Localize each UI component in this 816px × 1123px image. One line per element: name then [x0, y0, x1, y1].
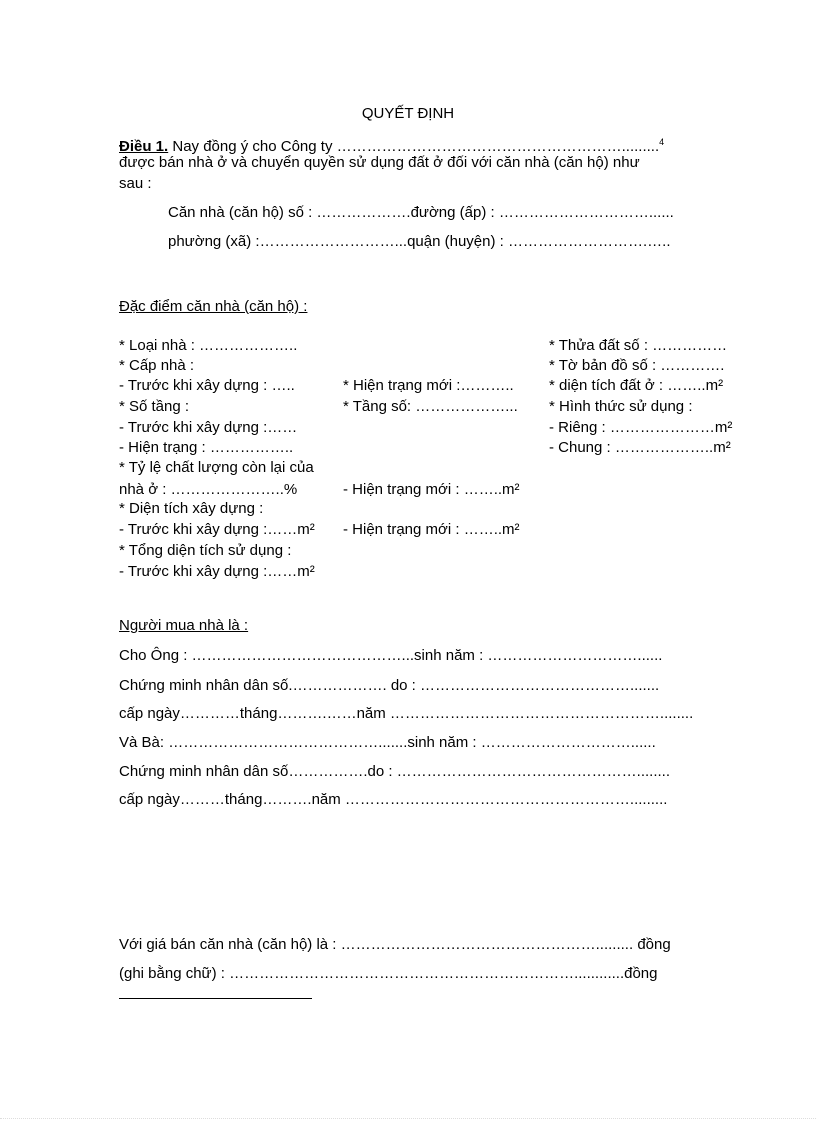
- article1-label: Điều 1.: [119, 138, 169, 155]
- article1-line3: sau :: [119, 175, 152, 192]
- feature-map-sheet: * Tờ bản đồ số : ………….: [549, 357, 725, 374]
- buyer-mr-line: Cho Ông : ……………………………………...sinh năm : …………………………......: [119, 647, 663, 664]
- feature-floors: * Số tầng :: [119, 398, 190, 415]
- buyer-mr-issue-line: cấp ngày…………tháng……….……năm ………………………………………………........: [119, 705, 694, 722]
- feature-total-area: * Tổng diện tích sử dụng :: [119, 542, 292, 559]
- feature-house-grade: * Cấp nhà :: [119, 357, 195, 374]
- feature-land-plot: * Thửa đất số : ……………: [549, 337, 728, 354]
- feature-new-state-1: * Hiện trạng mới :………..: [343, 377, 514, 394]
- feature-usage-form: * Hình thức sử dụng :: [549, 398, 693, 415]
- buyer-heading: Người mua nhà là :: [119, 617, 249, 634]
- house-number-line: Căn nhà (căn hộ) số : ……………….đường (ấp) : …………………………......: [168, 204, 674, 221]
- page-bottom-border: [0, 1118, 816, 1119]
- feature-before-build-4: - Trước khi xây dựng :……m²: [119, 563, 315, 580]
- feature-before-build-3: - Trước khi xây dựng :……m²: [119, 521, 315, 538]
- feature-quality-value: nhà ở : …………………..%: [119, 481, 298, 498]
- buyer-mrs-issue-line: cấp ngày………tháng……….năm ………………………………………………….........: [119, 791, 668, 808]
- ward-district-line: phường (xã) :………………………...quận (huyện) : ……………………….…..: [168, 233, 671, 250]
- feature-house-type: * Loại nhà : ………………..: [119, 337, 298, 354]
- feature-private: - Riêng : …………………m²: [549, 419, 733, 436]
- feature-new-state-2: - Hiện trạng mới : ……..m²: [343, 481, 520, 498]
- feature-before-build-1: - Trước khi xây dựng : …..: [119, 377, 295, 394]
- buyer-mrs-line: Và Bà: …………………………………….......sinh năm : …………………………......: [119, 734, 656, 751]
- feature-new-state-3: - Hiện trạng mới : ……..m²: [343, 521, 520, 538]
- feature-before-build-2: - Trước khi xây dựng :……: [119, 419, 298, 436]
- footnote-marker: 4: [659, 137, 665, 147]
- price-line: Với giá bán căn nhà (căn hộ) là : ……………………………………………......... đồng: [119, 936, 671, 953]
- buyer-mr-id-line: Chứng minh nhân dân số.………………. do : …………………………………….......: [119, 677, 660, 694]
- feature-floor-number: * Tầng số: ………………...: [343, 398, 518, 415]
- feature-shared: - Chung : ………………..m²: [549, 439, 731, 456]
- document-title: QUYẾT ĐỊNH: [361, 105, 455, 122]
- footnote-separator: [119, 998, 312, 999]
- feature-current-state: - Hiện trạng : ……………..: [119, 439, 294, 456]
- feature-land-area: * diện tích đất ở : ……..m²: [549, 377, 724, 394]
- buyer-mrs-id-line: Chứng minh nhân dân số…………….do : …………………………………………........: [119, 763, 671, 780]
- feature-building-area: * Diện tích xây dựng :: [119, 500, 264, 517]
- features-heading: Đặc điểm căn nhà (căn hộ) :: [119, 298, 308, 315]
- feature-quality-ratio: * Tỷ lệ chất lượng còn lại của: [119, 459, 314, 476]
- price-words-line: (ghi bằng chữ) : ……………………………………………………………............đồng: [119, 965, 658, 982]
- article1-line1-text: Nay đồng ý cho Công ty ………………………………………………….........: [168, 138, 660, 155]
- article1-line2: được bán nhà ở và chuyển quyền sử dụng đất ở đối với căn nhà (căn hộ) như: [119, 154, 640, 171]
